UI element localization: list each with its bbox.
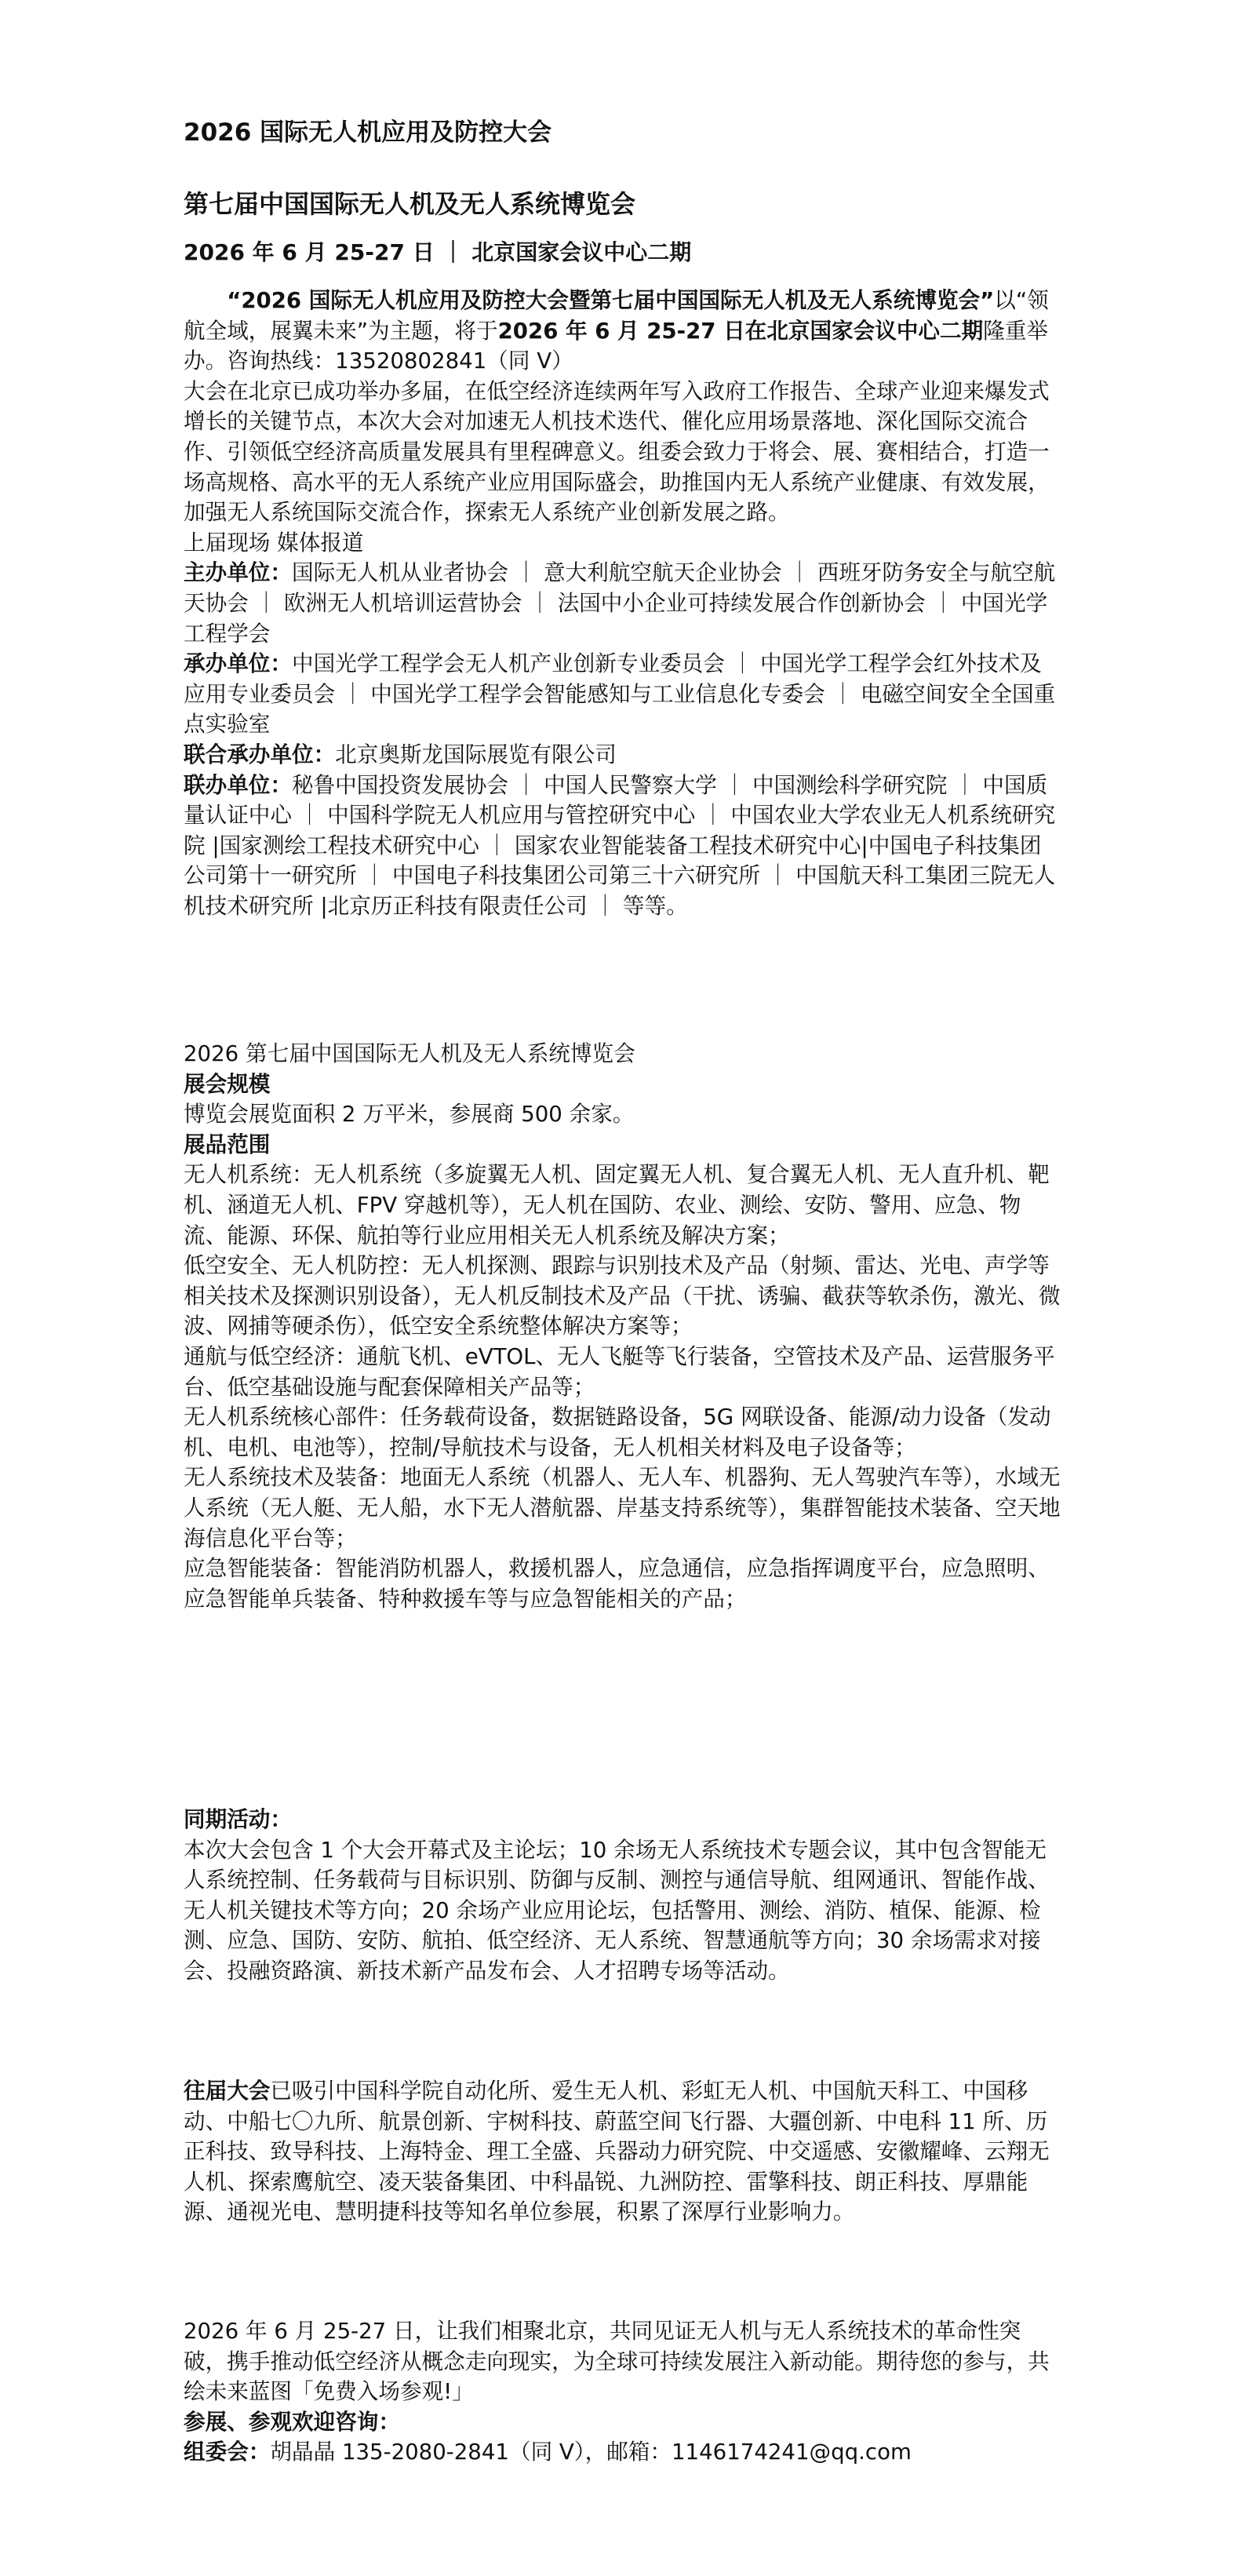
host-label: 主办单位：	[184, 559, 292, 586]
expo-scope-label: 展品范围	[184, 1131, 271, 1157]
intro-hotline: 隆重举办。咨询热线：13520802841（同 V）	[184, 317, 1049, 374]
intro-date-place: 2026 年 6 月 25-27 日在北京国家会议中心二期	[497, 317, 984, 344]
contact-heading: 参展、参观欢迎咨询：	[184, 2408, 400, 2435]
conference-title: 2026 国际无人机应用及防控大会	[184, 118, 552, 147]
contact-text: 胡晶晶 135-2080-2841（同 V），邮箱：1146174241@qq.com	[270, 2439, 912, 2465]
undertaker-label: 承办单位：	[184, 650, 292, 677]
intro-theme: 以“领航全域，展翼未来”为主题，将于	[184, 287, 1049, 344]
scope-item-core-components: 无人机系统核心部件：任务载荷设备，数据链路设备，5G 网联设备、能源/动力设备（发动机、电机、电池等），控制/导航技术与设备，无人机相关材料及电子设备等；	[184, 1404, 1051, 1460]
scope-item-uav-systems: 无人机系统：无人机系统（多旋翼无人机、固定翼无人机、复合翼无人机、无人直升机、靶机、涵道无人机、FPV 穿越机等），无人机在国防、农业、测绘、安防、警用、应急、物流、能源、环保、航拍等行业应用相关无人机系统及解决方案；	[184, 1161, 1050, 1248]
co-organizer-text: 秘鲁中国投资发展协会 ｜ 中国人民警察大学 ｜ 中国测绘科学研究院 ｜ 中国质量认证中心 ｜ 中国科学院无人机应用与管控研究中心 ｜ 中国农业大学农业无人机系统研究院 |国家测绘工程技术研究中心 ｜ 国家农业智能装备工程技术研究中心|中国电子科技集团公司第十一研究所 ｜ 中国电子科技集团公司第三十六研究所 ｜ 中国航天科工集团三院无人机技术研究所 |北京历正科技有限责任公司 ｜ 等等。	[184, 771, 1056, 919]
expo-scale-text: 博览会展览面积 2 万平米，参展商 500 余家。	[184, 1101, 635, 1128]
host-text: 国际无人机从业者协会 ｜ 意大利航空航天企业协会 ｜ 西班牙防务安全与航空航天协会 ｜ 欧洲无人机培训运营协会 ｜ 法国中小企业可持续发展合作创新协会 ｜ 中国光学工程学会	[184, 559, 1056, 647]
intro-paragraph: 大会在北京已成功举办多届，在低空经济连续两年写入政府工作报告、全球产业迎来爆发式增长的关键节点，本次大会对加速无人机技术迭代、催化应用场景落地、深化国际交流合作、引领低空经济高质量发展具有里程碑意义。组委会致力于将会、展、赛相结合，打造一场高规格、高水平的无人系统产业应用国际盛会，助推国内无人系统产业健康、有效发展，加强无人系统国际交流合作，探索无人系统产业创新发展之路。	[184, 377, 1050, 526]
scope-item-low-altitude-security: 低空安全、无人机防控：无人机探测、跟踪与识别技术及产品（射频、雷达、光电、声学等相关技术及探测识别设备），无人机反制技术及产品（干扰、诱骗、截获等软杀伤，激光、微波、网捕等硬杀伤），低空安全系统整体解决方案等；	[184, 1252, 1061, 1339]
undertaker-text: 中国光学工程学会无人机产业创新专业委员会 ｜ 中国光学工程学会红外技术及应用专业委员会 ｜ 中国光学工程学会智能感知与工业信息化专委会 ｜ 电磁空间安全全国重点实验室	[184, 650, 1056, 738]
closing-section	[184, 2316, 1062, 2468]
events-text: 本次大会包含 1 个大会开幕式及主论坛；10 余场无人系统技术专题会议，其中包含智能无人系统控制、任务载荷与目标识别、防御与反制、测控与通信导航、组网通讯、智能作战、无人机关键技术等方向；20 余场产业应用论坛，包括警用、测绘、消防、植保、能源、检测、应急、国防、安防、航拍、低空经济、无人系统、智慧通航等方向；30 余场需求对接会、投融资路演、新技术新产品发布会、人才招聘专场等活动。	[184, 1836, 1050, 1984]
expo-title: 第七届中国国际无人机及无人系统博览会	[184, 189, 636, 219]
past-paragraph	[184, 2076, 1062, 2228]
closing-text: 2026 年 6 月 25-27 日，让我们相聚北京，共同见证无人机与无人系统技术的革命性突破，携手推动低空经济从概念走向现实，为全球可持续发展注入新动能。期待您的参与，共绘未来蓝图「免费入场参观!」	[184, 2318, 1050, 2405]
intro-section	[184, 286, 1062, 921]
scope-item-general-aviation: 通航与低空经济：通航飞机、eVTOL、无人飞艇等飞行装备，空管技术及产品、运营服务平台、低空基础设施与配套保障相关产品等；	[184, 1343, 1055, 1400]
expo-section	[184, 1039, 1062, 1614]
events-label: 同期活动：	[184, 1806, 292, 1832]
past-label: 往届大会	[184, 2078, 271, 2104]
co-undertaker-label: 联合承办单位：	[184, 741, 336, 767]
organizer-co-undertaker	[184, 740, 1062, 771]
media-report-line: 上届现场 媒体报道	[184, 529, 364, 556]
past-section	[184, 2076, 1062, 2228]
expo-heading: 2026 第七届中国国际无人机及无人系统博览会	[184, 1040, 635, 1066]
past-text: 已吸引中国科学院自动化所、爱生无人机、彩虹无人机、中国航天科工、中国移动、中船七〇九所、航景创新、宇树科技、蔚蓝空间飞行器、大疆创新、中电科 11 所、历正科技、致导科技、上海特金、理工全盛、兵器动力研究院、中交遥感、安徽耀峰、云翔无人机、探索鹰航空、凌天装备集团、中科晶锐、九洲防控、雷擎科技、朗正科技、厚鼎能源、通视光电、慧明捷科技等知名单位参展，积累了深厚行业影响力。	[184, 2078, 1050, 2225]
scope-item-unmanned-systems: 无人系统技术及装备：地面无人系统（机器人、无人车、机器狗、无人驾驶汽车等），水域无人系统（无人艇、无人船，水下无人潜航器、岸基支持系统等），集群智能技术装备、空天地海信息化平台等；	[184, 1464, 1061, 1551]
intro-lead	[184, 286, 1062, 377]
intro-event-name: “2026 国际无人机应用及防控大会暨第七届中国国际无人机及无人系统博览会”	[227, 287, 995, 313]
organizer-co-organizer	[184, 771, 1062, 922]
events-section	[184, 1805, 1062, 1987]
date-venue: 2026 年 6 月 25-27 日 ｜ 北京国家会议中心二期	[184, 239, 692, 265]
co-organizer-label: 联办单位：	[184, 771, 292, 798]
contact-line	[184, 2437, 1062, 2468]
organizer-undertaker	[184, 649, 1062, 740]
contact-label: 组委会：	[184, 2439, 271, 2465]
scope-item-emergency-equipment: 应急智能装备：智能消防机器人，救援机器人，应急通信，应急指挥调度平台，应急照明、应急智能单兵装备、特种救援车等与应急智能相关的产品；	[184, 1555, 1050, 1612]
co-undertaker-text: 北京奥斯龙国际展览有限公司	[335, 741, 617, 767]
organizer-host	[184, 558, 1062, 649]
expo-scale-label: 展会规模	[184, 1070, 271, 1097]
